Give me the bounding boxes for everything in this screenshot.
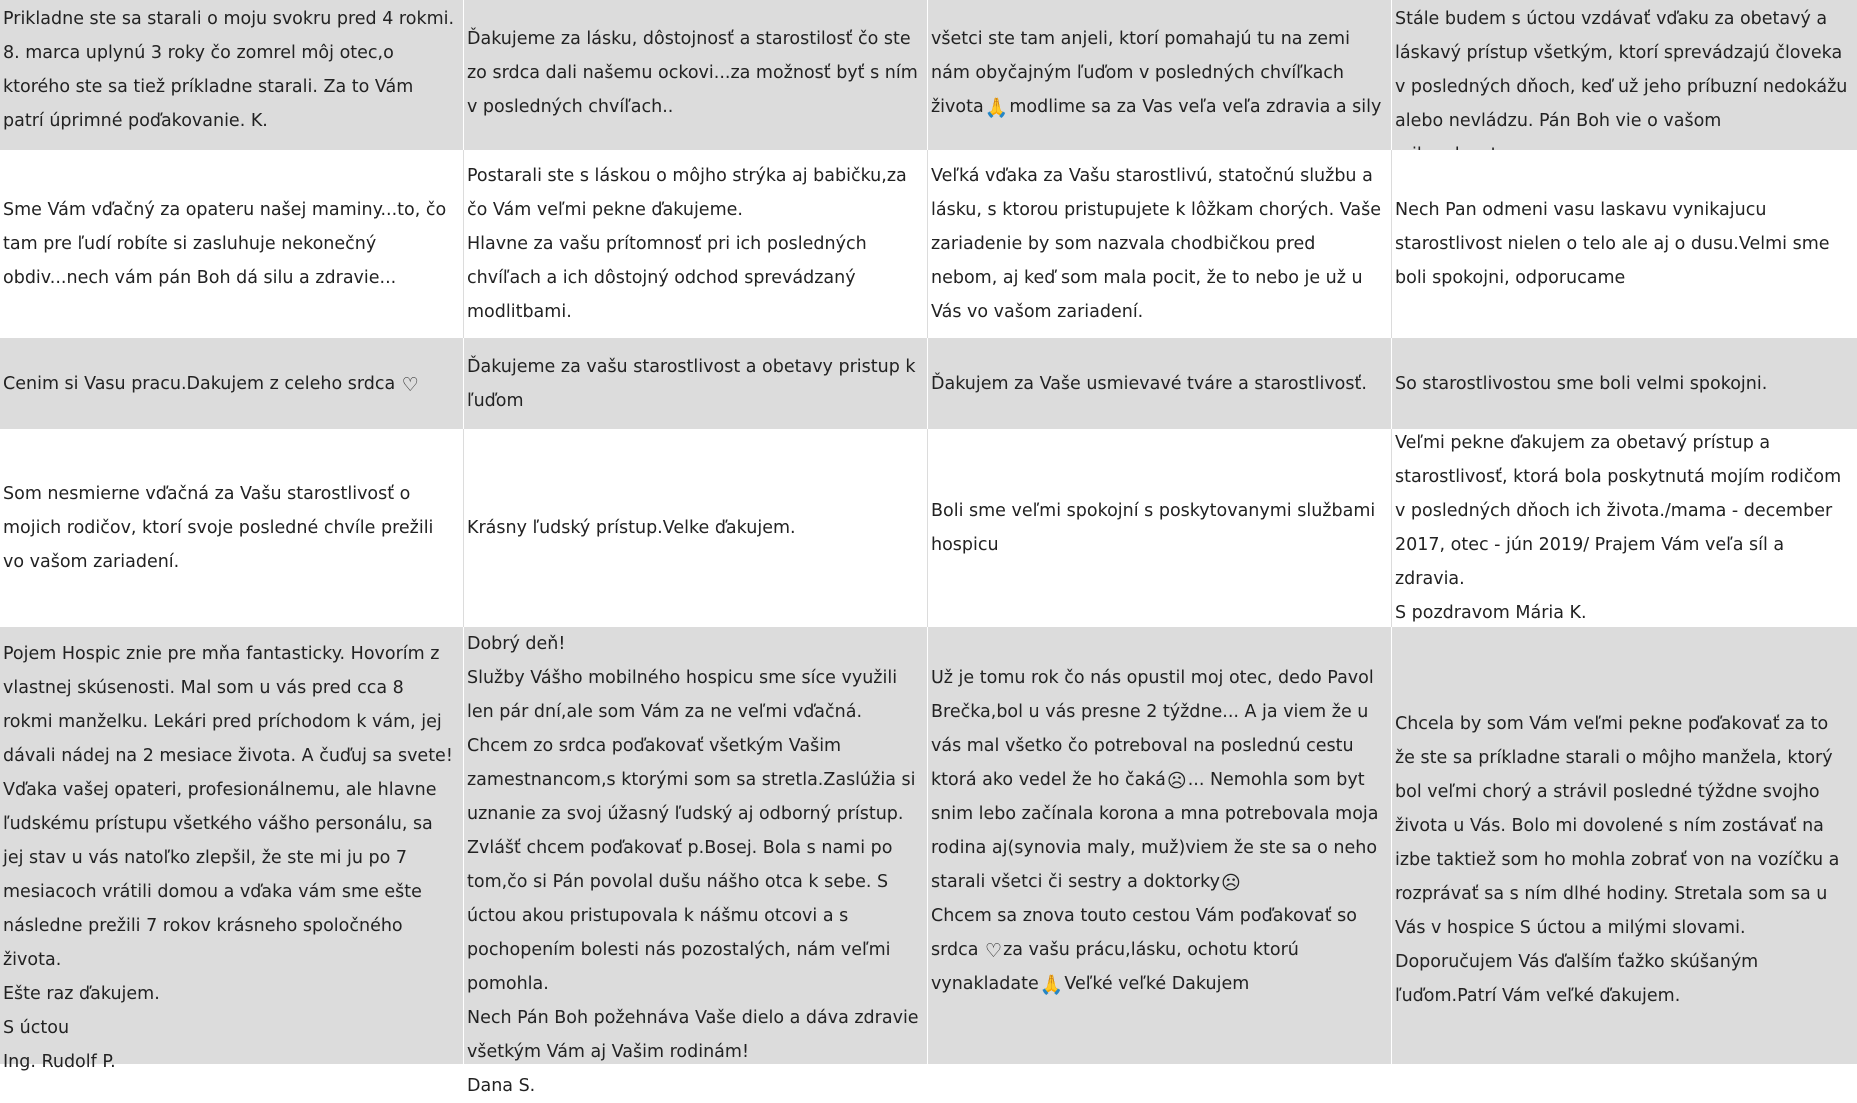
testimonial-text-part: ... Nemohla som byt snim lebo začínala korona a mna potrebovala moja rodina aj(synovia maly, muž)viem že ste sa o neho starali všetci či sestry a doktorky xyxy=(931,770,1379,892)
testimonial-text xyxy=(931,661,1383,1001)
table-cell xyxy=(464,429,928,627)
praying-hands-icon: 🙏 xyxy=(984,97,1009,119)
table-cell xyxy=(928,627,1392,1064)
table-cell xyxy=(0,0,464,150)
table-cell xyxy=(0,429,464,627)
table-cell xyxy=(1392,150,1857,338)
table-cell xyxy=(1392,429,1857,627)
testimonial-text xyxy=(931,22,1383,124)
table-cell xyxy=(464,150,928,338)
table-cell xyxy=(0,150,464,338)
table-cell xyxy=(928,0,1392,150)
sad-face-icon: ☹ xyxy=(1166,770,1187,792)
testimonial-text xyxy=(3,367,420,401)
table-cell xyxy=(1392,627,1857,1064)
table-cell xyxy=(464,338,928,429)
heart-icon: ♡ xyxy=(401,373,419,396)
testimonial-text: Ďakujem za Vaše usmievavé tváre a starostlivosť. xyxy=(931,373,1367,394)
table-cell xyxy=(464,0,928,150)
testimonial-text: Ďakujeme za lásku, dôstojnosť a starostilosť čo ste zo srdca dali našemu ockovi...za možnosť byť s ním v posledných chvíľach.. xyxy=(467,29,918,117)
testimonial-text-part: Veľké veľké Dakujem xyxy=(1064,974,1250,994)
testimonial-text-part: modlime sa za Vas veľa veľa zdravia a sily xyxy=(1009,97,1382,117)
praying-hands-icon: 🙏 xyxy=(1039,974,1064,996)
testimonial-text: Postarali ste s láskou o môjho strýka aj babičku,za čo Vám veľmi pekne ďakujeme. Hlavne za vašu prítomnosť pri ich posledných chvíľach a ich dôstojný odchod sprevádzaný modlitbami. xyxy=(467,166,907,322)
table-cell xyxy=(928,338,1392,429)
testimonial-text: Pojem Hospic znie pre mňa fantasticky. Hovorím z vlastnej skúsenosti. Mal som u vás pred cca 8 rokmi manželku. Lekári pred príchodom k vám, jej dávali nádej na 2 mesiace života. A čuďuj sa svete! Vďaka vašej opateri, profesionálnemu, ale hlavne ľudskému prístupu všetkého vášho personálu, sa jej stav u vás natoľko zlepšil, že ste mi ju po 7 mesiacoch vrátili domou a vďaka vám sme ešte následne prežili 7 rokov krásneho spoločného života. Ešte raz ďakujem. S úctou Ing. Rudolf P. xyxy=(3,644,453,1072)
heart-icon: ♡ xyxy=(985,940,1003,962)
table-cell xyxy=(0,338,464,429)
table-cell xyxy=(928,150,1392,338)
testimonial-text: Nech Pan odmeni vasu laskavu vynikajucu starostlivost nielen o telo ale aj o dusu.Velmi sme boli spokojni, odporucame xyxy=(1395,200,1830,288)
testimonial-text: Som nesmierne vďačná za Vašu starostlivosť o mojich rodičov, ktorí svoje posledné chvíle prežili vo vašom zariadení. xyxy=(3,484,434,572)
testimonial-text: Veľká vďaka za Vašu starostlivú, statočnú službu a lásku, s ktorou pristupujete k lôžkam chorých. Vaše zariadenie by som nazvala chodbičkou pred nebom, aj keď som mala pocit, že to nebo je už u Vás vo vašom zariadení. xyxy=(931,166,1381,322)
testimonial-text-part: Cenim si Vasu pracu.Dakujem z celeho srdca xyxy=(3,373,401,394)
table-cell xyxy=(464,627,928,1096)
testimonial-text: Krásny ľudský prístup.Velke ďakujem. xyxy=(467,518,796,538)
table-cell xyxy=(1392,338,1857,429)
testimonial-text: So starostlivostou sme boli velmi spokojni. xyxy=(1395,373,1768,394)
testimonial-text: Veľmi pekne ďakujem za obetavý prístup a starostlivosť, ktorá bola poskytnutá mojím rodičom v posledných dňoch ich života./mama - december 2017, otec - jún 2019/ Prajem Vám veľa síl a zdravia. S pozdravom Mária K. xyxy=(1395,433,1842,623)
sad-face-icon: ☹ xyxy=(1220,872,1241,894)
testimonial-text: Boli sme veľmi spokojní s poskytovanymi službami hospicu xyxy=(931,501,1376,555)
table-cell xyxy=(0,627,464,1072)
testimonial-text: Dobrý deň! Služby Vášho mobilného hospicu sme síce využili len pár dní,ale som Vám za ne veľmi vďačná. Chcem zo srdca poďakovať všetkým Vašim zamestnancom,s ktorými som sa stretla.Zaslúžia si uznanie za svoj úžasný ľudský aj odborný prístup. Zvlášť chcem poďakovať p.Bosej. Bola s nami po tom,čo si Pán povolal dušu nášho otca k sebe. S úctou akou pristupovala k nášmu otcovi a s pochopením bolesti nás pozostalých, nám veľmi pomohla. Nech Pán Boh požehnáva Vaše dielo a dáva zdravie všetkým Vám aj Vašim rodinám! Dana S. xyxy=(467,634,919,1096)
testimonial-text-part: Chcem sa znova touto cestou Vám poďakovať so srdca xyxy=(931,906,1357,960)
table-cell xyxy=(1392,0,1857,150)
testimonial-text: Chcela by som Vám veľmi pekne poďakovať za to že ste sa príkladne starali o môjho manžela, ktorý bol veľmi chorý a strávil posledné týždne svojho života u Vás. Bolo mi dovolené s ním zostávať na izbe taktiež som ho mohla zobrať von na vozíčku a rozprávať sa s ním dlhé hodiny. Stretala som sa u Vás v hospice S úctou a milými slovami. Doporučujem Vás ďalším ťažko skúšaným ľuďom.Patrí Vám veľké ďakujem. xyxy=(1395,714,1840,1006)
table-cell xyxy=(928,429,1392,627)
testimonial-text: Prikladne ste sa starali o moju svokru pred 4 rokmi. 8. marca uplynú 3 roky čo zomrel môj otec,o ktorého ste sa tiež príkladne starali. Za to Vám patrí úprimné poďakovanie. K. xyxy=(3,9,455,131)
testimonial-text: Ďakujeme za vašu starostlivost a obetavy pristup k ľuďom xyxy=(467,356,916,411)
testimonial-text-part: všetci ste tam anjeli, ktorí pomahajú tu na zemi nám obyčajným ľuďom v posledných chvíľkach života xyxy=(931,29,1350,117)
testimonial-text: Stále budem s úctou vzdávať vďaku za obetavý a láskavý prístup všetkým, ktorí sprevádzajú človeka v posledných dňoch, keď už jeho príbuzní nedokážu alebo nevládzu. Pán Boh vie o vašom xyxy=(1395,9,1848,131)
testimonial-text: Sme Vám vďačný za opateru našej maminy...to, čo tam pre ľudí robíte si zasluhuje nekonečný obdiv...nech vám pán Boh dá silu a zdravie... xyxy=(3,200,447,288)
testimonial-text-part: za vašu prácu,lásku, ochotu ktorú vynakladate xyxy=(931,940,1299,994)
testimonial-text-part: Už je tomu rok čo nás opustil moj otec, dedo Pavol Brečka,bol u vás presne 2 týždne... A ja viem že u vás mal všetko čo potreboval na poslednú cestu ktorá ako vedel že ho čaká xyxy=(931,668,1374,790)
